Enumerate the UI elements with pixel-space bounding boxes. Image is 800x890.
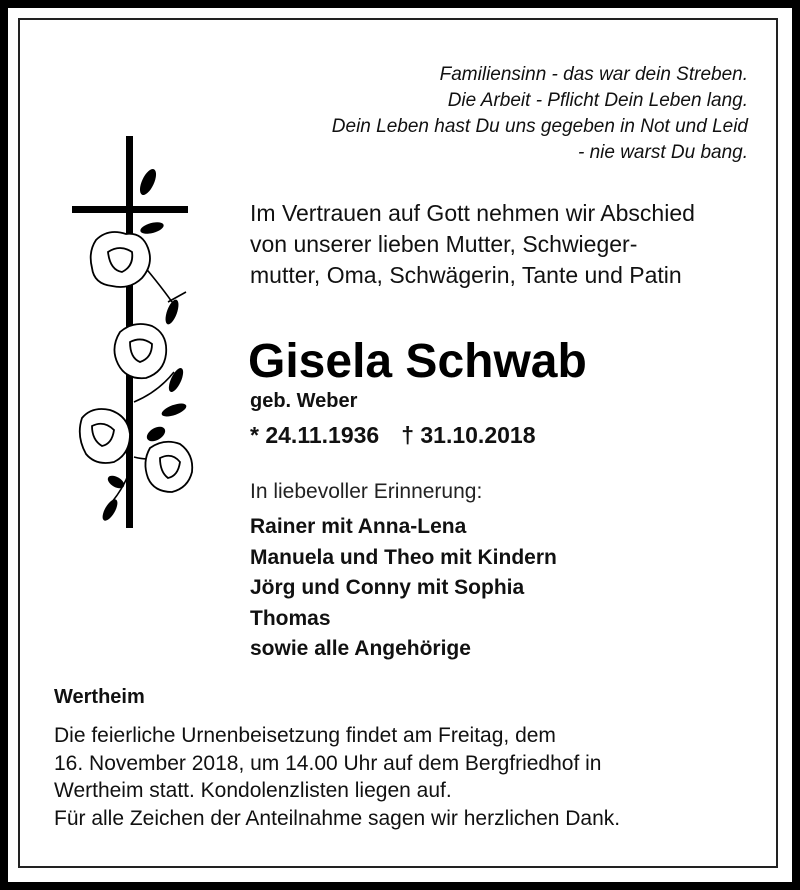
intro-line: von unserer lieben Mutter, Schwieger- [250,231,638,257]
deceased-name: Gisela Schwab [248,335,587,388]
cross-with-roses-icon [68,132,198,532]
notice-line: Wertheim statt. Kondolenzlisten liegen auf. [54,779,452,802]
birth-symbol: * [250,422,259,448]
life-dates [250,422,536,449]
place-name: Wertheim [54,686,145,708]
poem-line: Familiensinn - das war dein Streben. [439,64,748,85]
mourner: Jörg und Conny mit Sophia [250,576,525,599]
notice-line: Die feierliche Urnenbeisetzung findet am Freitag, dem [54,724,556,747]
remembrance-heading: In liebevoller Erinnerung: [250,480,483,503]
notice-line: Für alle Zeichen der Anteilnahme sagen wir herzlichen Dank. [54,806,621,830]
death-date: 31.10.2018 [420,422,536,448]
mourner: Rainer mit Anna-Lena [250,515,467,538]
poem-line: Dein Leben hast Du uns gegeben in Not und Leid [331,116,748,137]
obituary-card [18,18,778,868]
mourner: Thomas [250,606,331,630]
outer-frame [8,8,792,882]
notice-line: 16. November 2018, um 14.00 Uhr auf dem Bergfriedhof in [54,751,602,775]
poem-line: - nie warst Du bang. [577,142,748,163]
funeral-notice [54,722,620,832]
mourner: sowie alle Angehörige [250,637,471,660]
birth-date: 24.11.1936 [265,422,380,448]
intro-text [250,198,695,291]
intro-line: Im Vertrauen auf Gott nehmen wir Abschied [250,200,695,226]
mourner: Manuela und Theo mit Kindern [250,545,557,569]
born-name: geb. Weber [250,390,358,412]
intro-line: mutter, Oma, Schwägerin, Tante und Patin [250,262,682,288]
poem [332,62,748,166]
poem-line: Die Arbeit - Pflicht Dein Leben lang. [447,90,748,111]
death-cross-icon: † [401,422,414,448]
mourners-list [250,512,557,665]
